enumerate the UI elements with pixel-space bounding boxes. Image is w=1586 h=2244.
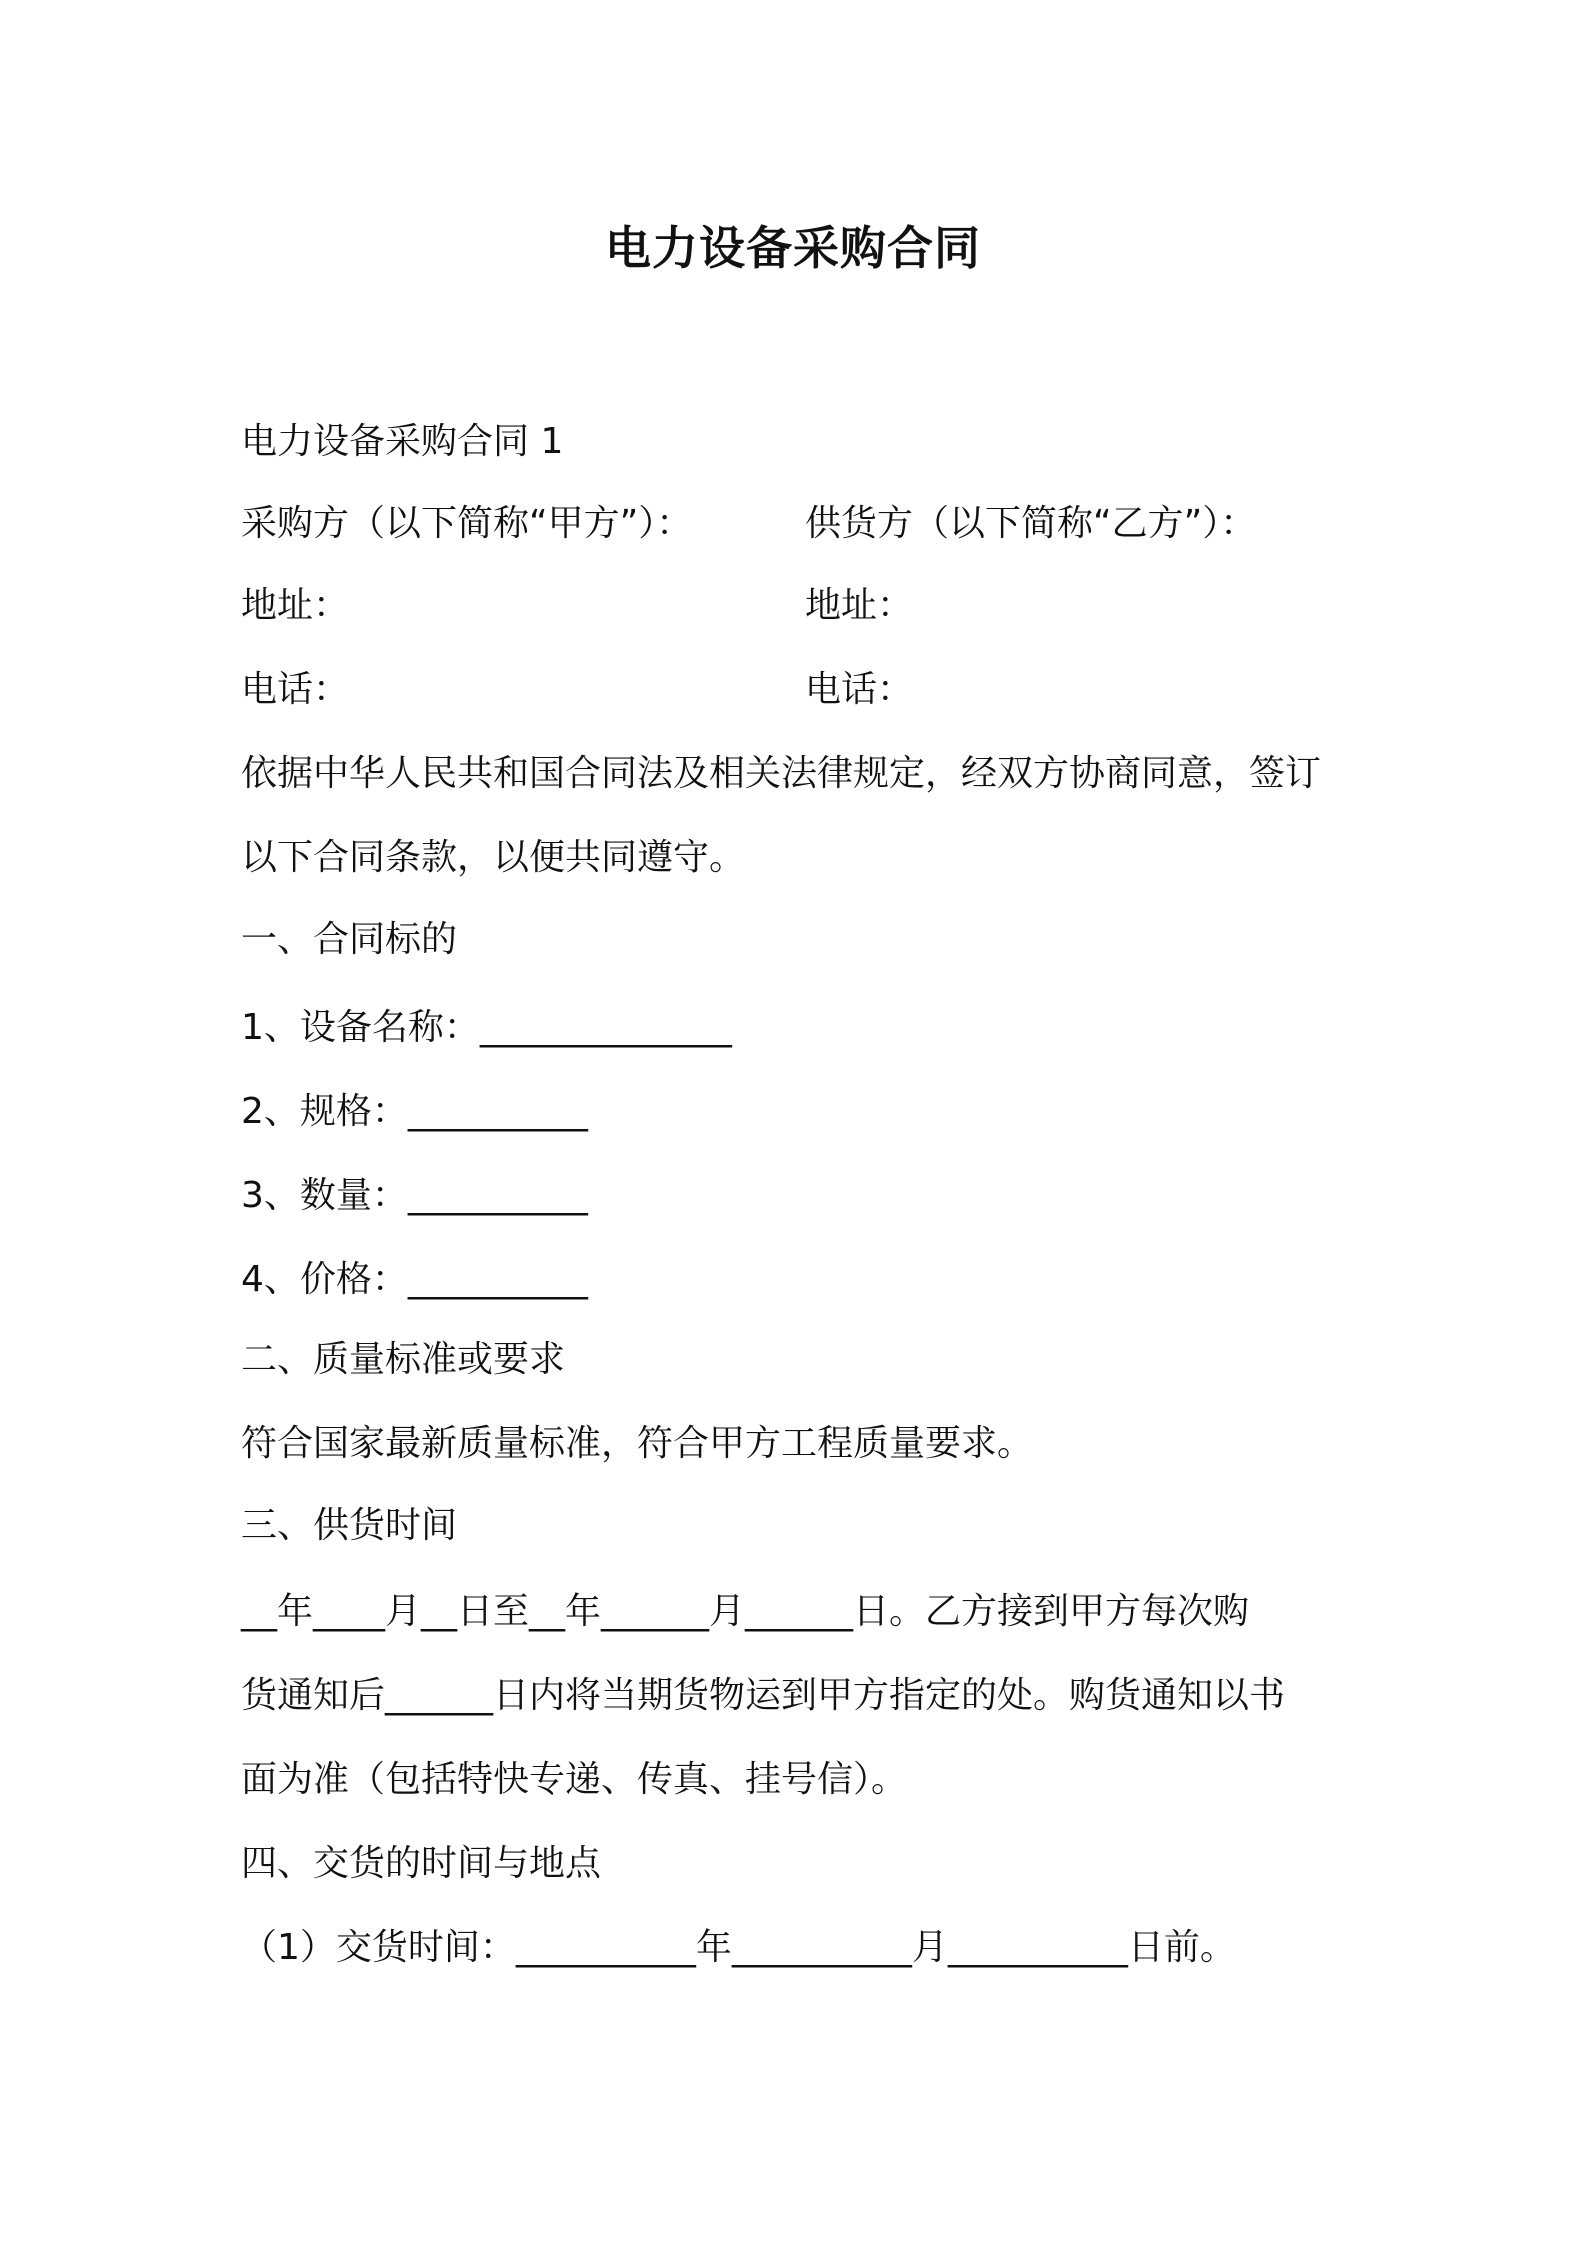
phone-b-label: 电话： xyxy=(805,669,914,710)
section-4-item-1: （1）交货时间：__________年__________月__________日前。 xyxy=(241,1927,1236,1968)
item-quantity: 3、数量：__________ xyxy=(241,1175,588,1216)
item-specification: 2、规格：__________ xyxy=(241,1091,588,1132)
document-title: 电力设备采购合同 xyxy=(605,221,981,275)
address-a-label: 地址： xyxy=(241,585,350,626)
section-3-line-1: __年____月__日至__年______月______日。乙方接到甲方每次购 xyxy=(241,1591,1250,1632)
party-a-label: 采购方（以下简称“甲方”）： xyxy=(241,503,693,544)
address-b-label: 地址： xyxy=(805,585,914,626)
section-3-line-2: 货通知后______日内将当期货物运到甲方指定的处。购货通知以书 xyxy=(241,1675,1286,1716)
intro-paragraph-line-2: 以下合同条款，以便共同遵守。 xyxy=(241,837,746,878)
section-2-heading: 二、质量标准或要求 xyxy=(241,1339,566,1380)
section-3-line-3: 面为准（包括特快专递、传真、挂号信）。 xyxy=(241,1759,908,1800)
section-3-heading: 三、供货时间 xyxy=(241,1505,458,1546)
section-4-heading: 四、交货的时间与地点 xyxy=(241,1843,602,1884)
party-b-label: 供货方（以下简称“乙方”）： xyxy=(805,503,1257,544)
intro-paragraph-line-1: 依据中华人民共和国合同法及相关法律规定，经双方协商同意，签订 xyxy=(241,753,1322,794)
section-2-text: 符合国家最新质量标准，符合甲方工程质量要求。 xyxy=(241,1423,1034,1464)
item-price: 4、价格：__________ xyxy=(241,1259,588,1300)
item-equipment-name: 1、设备名称：______________ xyxy=(241,1007,732,1048)
phone-a-label: 电话： xyxy=(241,669,350,710)
contract-subtitle: 电力设备采购合同 1 xyxy=(241,421,564,462)
section-1-heading: 一、合同标的 xyxy=(241,919,458,960)
